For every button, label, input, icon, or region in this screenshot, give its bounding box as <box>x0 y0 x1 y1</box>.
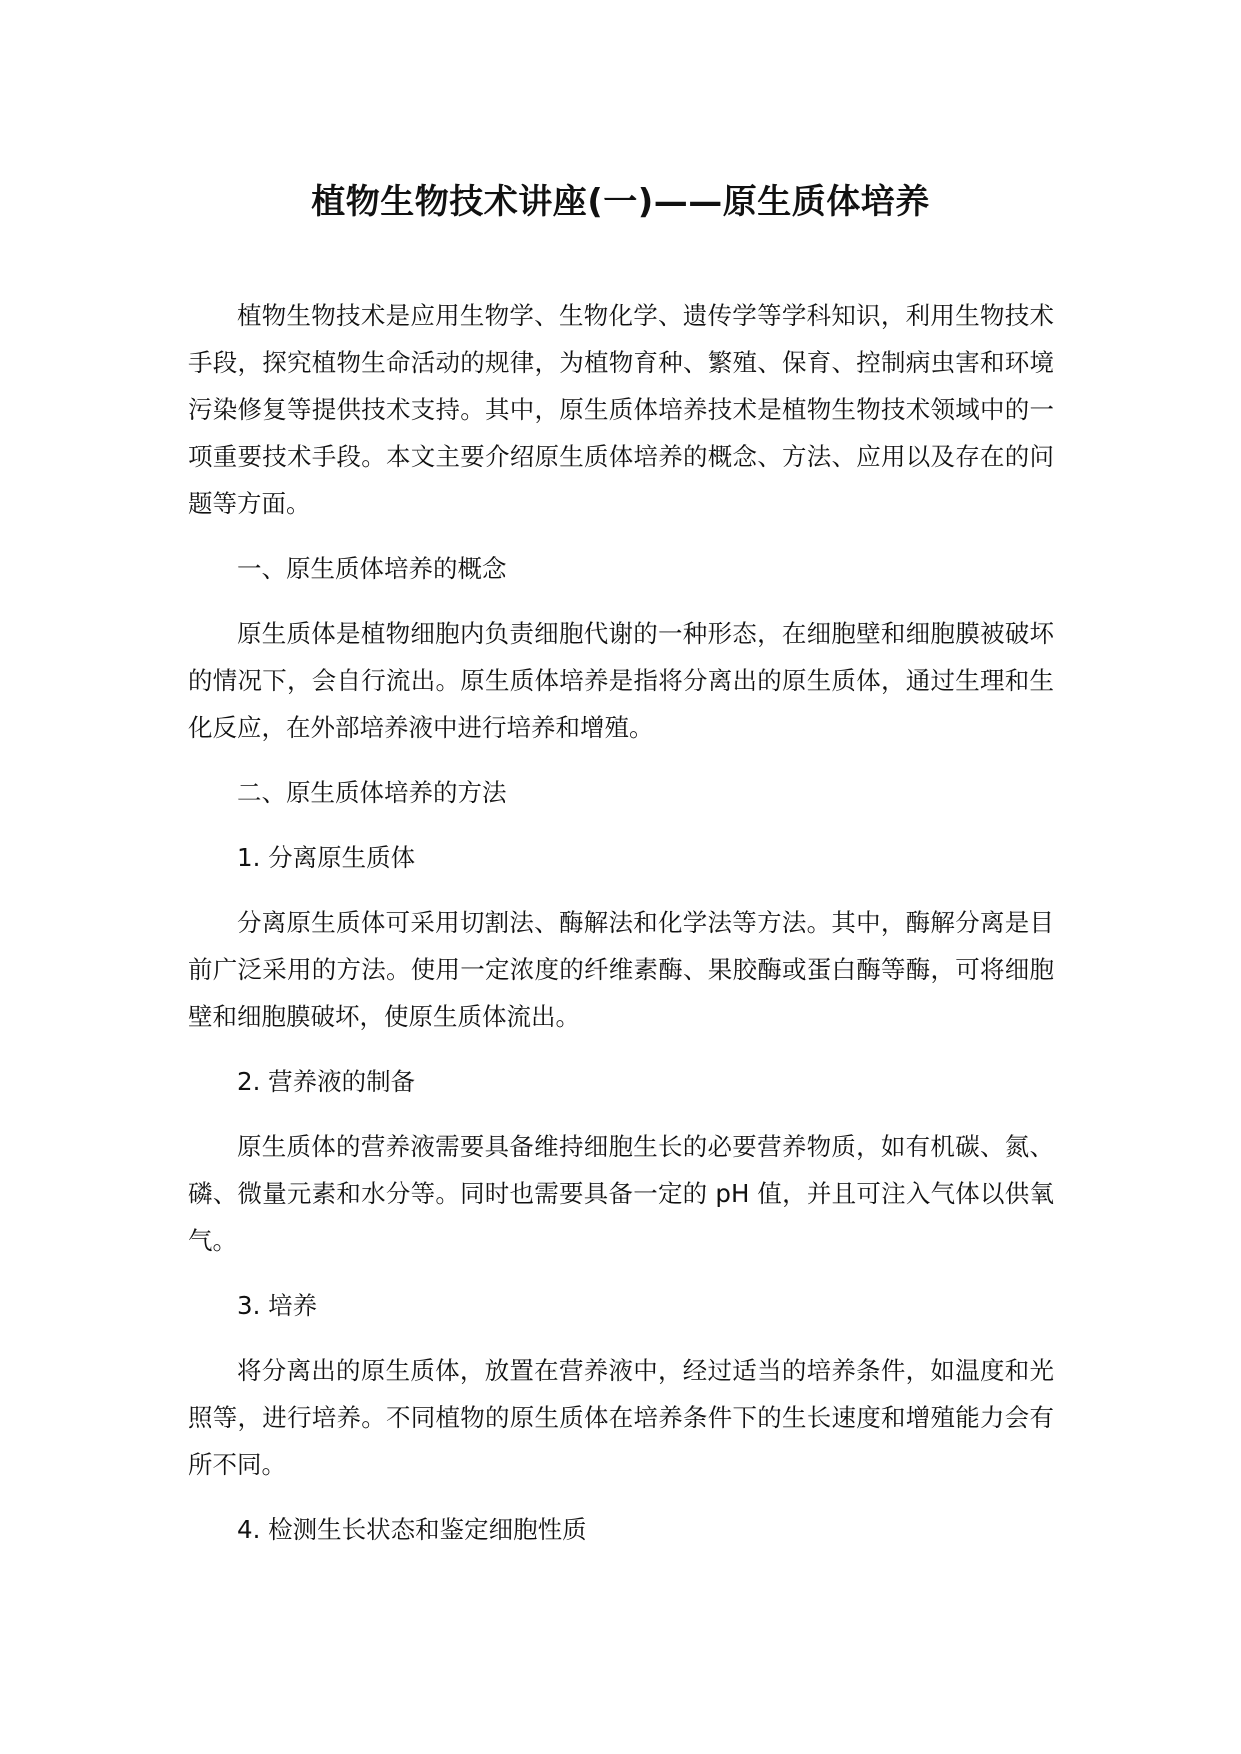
nutrient-paragraph: 原生质体的营养液需要具备维持细胞生长的必要营养物质，如有机碳、氮、磷、微量元素和水分等。同时也需要具备一定的 pH 值，并且可注入气体以供氧气。 <box>188 1132 1054 1255</box>
subheading-isolation: 1. 分离原生质体 <box>237 843 416 872</box>
intro-paragraph: 植物生物技术是应用生物学、生物化学、遗传学等学科知识，利用生物技术手段，探究植物生命活动的规律，为植物育种、繁殖、保育、控制病虫害和环境污染修复等提供技术支持。其中，原生质体培养技术是植物生物技术领域中的一项重要技术手段。本文主要介绍原生质体培养的概念、方法、应用以及存在的问题等方面。 <box>188 301 1054 518</box>
concept-paragraph: 原生质体是植物细胞内负责细胞代谢的一种形态，在细胞壁和细胞膜被破坏的情况下，会自行流出。原生质体培养是指将分离出的原生质体，通过生理和生化反应，在外部培养液中进行培养和增殖。 <box>188 619 1054 742</box>
section-heading-concept: 一、原生质体培养的概念 <box>237 554 507 583</box>
section-heading-method: 二、原生质体培养的方法 <box>237 778 507 807</box>
document-title: 植物生物技术讲座(一)——原生质体培养 <box>311 182 930 222</box>
culture-paragraph: 将分离出的原生质体，放置在营养液中，经过适当的培养条件，如温度和光照等，进行培养。不同植物的原生质体在培养条件下的生长速度和增殖能力会有所不同。 <box>188 1356 1054 1479</box>
isolation-paragraph: 分离原生质体可采用切割法、酶解法和化学法等方法。其中，酶解分离是目前广泛采用的方法。使用一定浓度的纤维素酶、果胶酶或蛋白酶等酶，可将细胞壁和细胞膜破坏，使原生质体流出。 <box>188 908 1054 1031</box>
subheading-culture: 3. 培养 <box>237 1291 318 1320</box>
subheading-detection: 4. 检测生长状态和鉴定细胞性质 <box>237 1515 587 1544</box>
subheading-nutrient: 2. 营养液的制备 <box>237 1067 416 1096</box>
document-body <box>188 292 1054 1553</box>
